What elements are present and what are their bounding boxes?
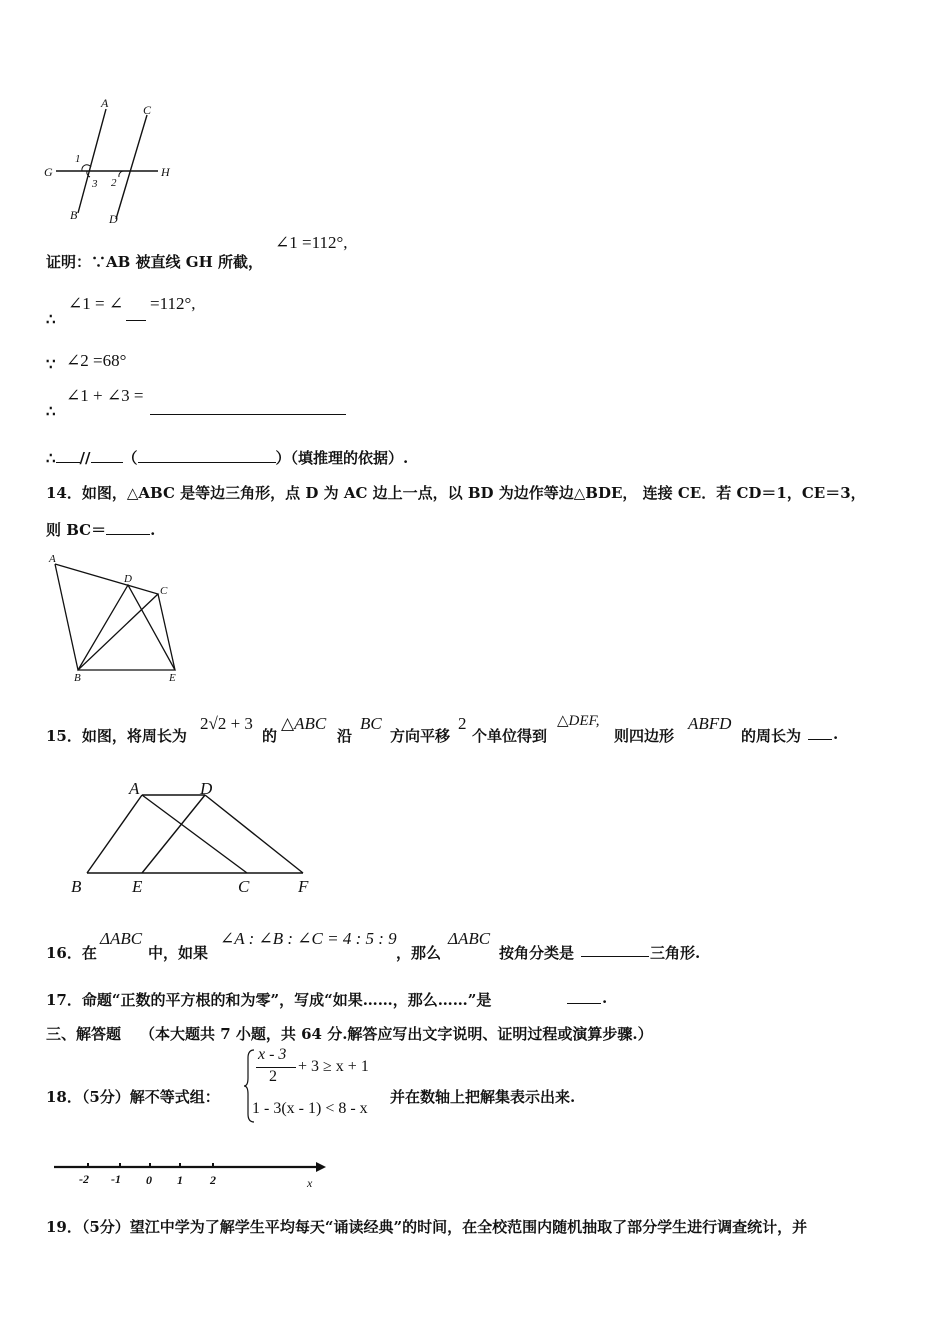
angle2-given: ∠2 =68°	[66, 351, 127, 370]
label-A: A	[49, 553, 56, 565]
section3-title: 三、解答题	[46, 1025, 122, 1043]
q15-tri: △ABC	[281, 714, 327, 733]
because-2: ∵	[46, 355, 56, 373]
label-C: C	[143, 103, 152, 117]
q16-t2: ，那么	[396, 944, 442, 962]
proof-intro: 证明：∵AB 被直线 GH 所截，	[46, 253, 263, 271]
label-D: D	[124, 573, 132, 585]
label-F: F	[298, 877, 309, 896]
triangle-abc	[55, 564, 158, 670]
q15-t3: 方向平移	[390, 727, 451, 745]
line-ab	[78, 109, 106, 213]
q16-prefix: 16．在	[46, 944, 97, 962]
ineq1-den: 2	[269, 1068, 277, 1085]
segment-ac	[142, 795, 247, 873]
label-E: E	[169, 672, 176, 684]
triangle-bde	[78, 585, 175, 670]
blank-line1[interactable]	[56, 448, 80, 463]
q16-t3: 按角分类是	[499, 944, 575, 962]
q18-suffix: 并在数轴上把解集表示出来.	[390, 1088, 576, 1106]
q15-t5: 则四边形	[614, 727, 675, 745]
q14-line1: 14．如图，△ABC 是等边三角形，点 D 为 AC 边上一点，以 BD 为边作等边△BDE， 连接 CE．若 CD＝1，CE＝3，	[46, 484, 866, 502]
label-A: A	[101, 96, 109, 110]
q14-suffix: .	[150, 521, 156, 539]
q15-abfd: ABFD	[688, 714, 732, 733]
label-B: B	[74, 672, 81, 684]
tick-2: 2	[210, 1173, 216, 1187]
q14-blank[interactable]	[106, 520, 150, 535]
number-line	[50, 1158, 340, 1194]
label-G: G	[44, 165, 53, 179]
segment-df	[205, 795, 303, 873]
q15-t4: 个单位得到	[472, 727, 548, 745]
segment-ab	[87, 795, 142, 873]
conclusion-prefix: ∴	[46, 449, 56, 467]
tick-1: 1	[177, 1173, 183, 1187]
label-B: B	[70, 208, 78, 222]
q15-bc: BC	[360, 714, 382, 733]
q15-figure	[65, 775, 325, 900]
therefore-1: ∴	[46, 310, 56, 328]
ineq1-num: x - 3	[258, 1046, 287, 1063]
q15-units: 2	[458, 714, 467, 733]
angle1-given: ∠1 =112°,	[275, 233, 348, 252]
q16-t4: 三角形.	[650, 944, 701, 962]
paren-close: ）	[275, 449, 291, 467]
label-C: C	[160, 585, 168, 597]
q17-text: 17．命题“正数的平方根的和为零”，写成“如果……，那么……”是	[46, 991, 492, 1009]
paren-open: （	[122, 449, 138, 467]
label-H: H	[161, 165, 170, 179]
q15-t1: 的	[262, 727, 278, 745]
tick-neg2: -2	[79, 1172, 89, 1186]
line-cd	[116, 115, 147, 219]
q15-end: .	[833, 725, 839, 743]
inequality-system	[244, 1046, 394, 1126]
blank-reason[interactable]	[138, 448, 276, 463]
section3-desc: （本大题共 7 小题，共 64 分.解答应写出文字说明、证明过程或演算步骤.）	[140, 1025, 653, 1043]
label-C: C	[238, 877, 250, 896]
q15-t6: 的周长为	[741, 727, 802, 745]
blank-sum[interactable]	[150, 400, 346, 415]
ineq2: 1 - 3(x - 1) < 8 - x	[252, 1100, 368, 1117]
q13-conclusion	[46, 447, 408, 468]
q17-end: .	[602, 989, 608, 1007]
tick-0: 0	[146, 1173, 152, 1187]
q13-figure	[40, 95, 190, 230]
q14-figure	[40, 550, 190, 685]
tick-neg1: -1	[111, 1172, 121, 1186]
q16-t1: 中，如果	[148, 944, 209, 962]
label-1: 1	[75, 153, 81, 165]
q19-text: 19．（5分）望江中学为了解学生平均每天“诵读经典”的时间，在全校范围内随机抽取了部分学生进行调查统计，并	[46, 1218, 808, 1236]
sum-expr: ∠1 + ∠3 =	[66, 386, 144, 405]
q16-tri1: ΔABC	[100, 929, 143, 948]
label-D: D	[200, 779, 213, 798]
q16-blank[interactable]	[581, 942, 649, 957]
label-D: D	[109, 212, 118, 226]
q15-blank[interactable]	[808, 725, 832, 740]
q16-ratio: ∠A : ∠B : ∠C = 4 : 5 : 9	[220, 929, 397, 948]
label-2: 2	[111, 177, 117, 189]
q15-perimeter: 2√2 + 3	[200, 714, 253, 733]
therefore-3: ∴	[46, 402, 56, 420]
q17-blank[interactable]	[567, 989, 601, 1004]
label-A: A	[129, 779, 140, 798]
label-B: B	[71, 877, 82, 896]
label-E: E	[132, 877, 143, 896]
q15-t2: 沿	[337, 727, 353, 745]
q18-prefix: 18．（5分）解不等式组：	[46, 1088, 220, 1106]
step1-left: ∠1 = ∠	[68, 294, 124, 313]
segment-ce	[158, 594, 175, 670]
conclusion-suffix: （填推理的依据）.	[290, 449, 409, 467]
blank-angle[interactable]	[126, 306, 146, 321]
blank-line2[interactable]	[91, 448, 123, 463]
ineq1-rest: + 3 ≥ x + 1	[298, 1058, 369, 1075]
q15-prefix: 15．如图，将周长为	[46, 727, 187, 745]
q14-line2	[46, 519, 155, 540]
parallel-sign: //	[79, 449, 91, 467]
q14-prefix: 则 BC＝	[46, 521, 107, 539]
q15-def: △DEF,	[557, 713, 600, 729]
label-3: 3	[92, 178, 98, 190]
axis-var: x	[307, 1176, 313, 1190]
q16-tri2: ΔABC	[448, 929, 491, 948]
step1-right: =112°,	[150, 294, 196, 313]
